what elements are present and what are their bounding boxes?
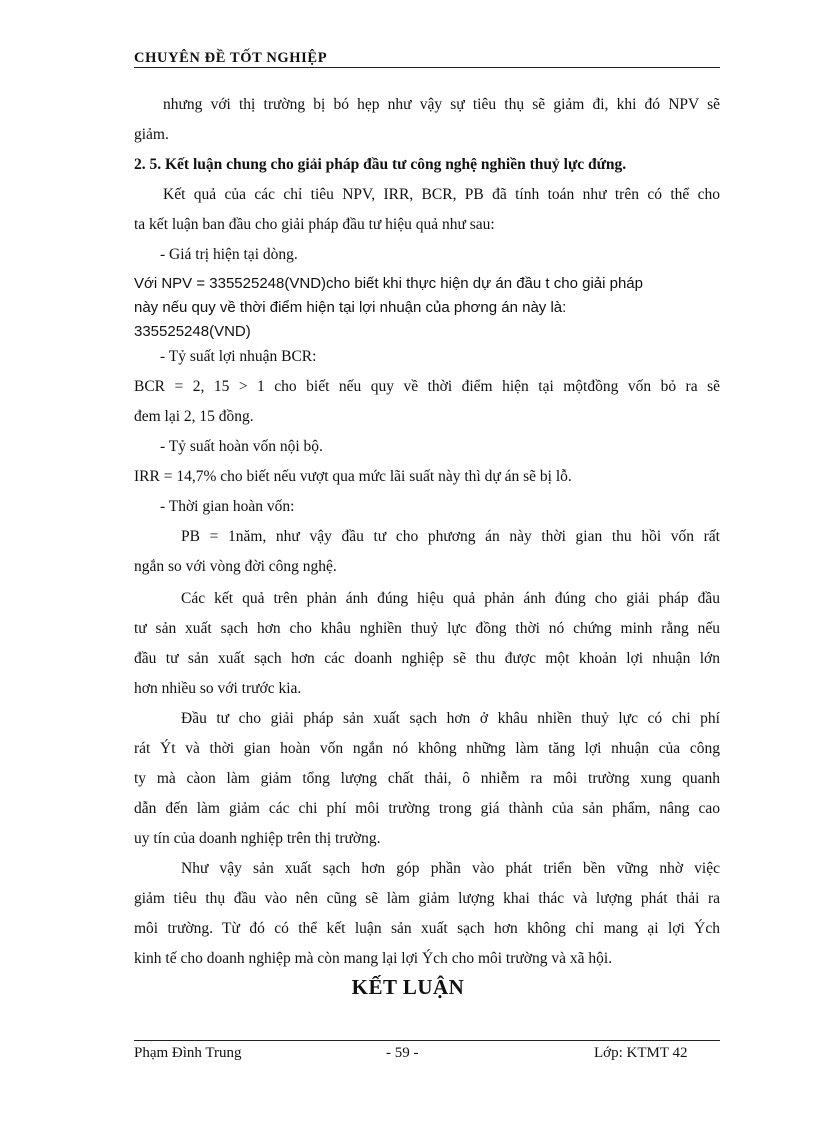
text-line: 335525248(VND) (134, 323, 251, 340)
text-line: ta kết luận ban đầu cho giải pháp đầu tư hiệu quả như sau: (134, 216, 495, 233)
text-line: ty mà càon làm giảm tổng lượng chất thải, ô nhiễm ra môi trường xung quanh (134, 770, 720, 787)
text-line: BCR = 2, 15 > 1 cho biết nếu quy về thời điểm hiện tại mộtđồng vốn bỏ ra sẽ (134, 378, 720, 395)
text-line: PB = 1năm, như vậy đầu tư cho phương án này thời gian thu hồi vốn rất (181, 528, 720, 545)
text-line: môi trường. Từ đó có thể kết luận sản xuất sạch hơn không chỉ mang ại lợi Ých (134, 920, 720, 937)
text-line: đầu tư sản xuất sạch hơn các doanh nghiệp sẽ thu được một khoản lợi nhuận lớn (134, 650, 720, 667)
text-line: ngắn so với vòng đời công nghệ. (134, 558, 337, 575)
text-line: Các kết quả trên phản ánh đúng hiệu quả phản ánh đúng cho giải pháp đầu (181, 590, 720, 607)
text-line: kinh tế cho doanh nghiệp mà còn mang lại lợi Ých cho môi trường và xã hội. (134, 950, 613, 967)
text-line: uy tín của doanh nghiệp trên thị trường. (134, 830, 381, 847)
text-line: IRR = 14,7% cho biết nếu vượt qua mức lãi suất này thì dự án sẽ bị lỗ. (134, 468, 572, 485)
footer-page-number: - 59 - (386, 1045, 419, 1061)
bullet-item: - Thời gian hoàn vốn: (160, 498, 295, 515)
text-line: giảm. (134, 126, 169, 143)
text-line: đem lại 2, 15 đồng. (134, 408, 254, 425)
text-line: giảm tiêu thụ đầu vào nên cũng sẽ làm giảm lượng khai thác và lượng phát thải ra (134, 890, 720, 907)
page-header-title: CHUYÊN ĐỀ TỐT NGHIỆP (134, 46, 720, 68)
footer-class: Lớp: KTMT 42 (594, 1045, 688, 1061)
text-line: dẫn đến làm giảm các chi phí môi trường trong giá thành của sản phẩm, nâng cao (134, 800, 720, 817)
text-line: nhưng với thị trường bị bó hẹp như vậy sự tiêu thụ sẽ giảm đi, khi đó NPV sẽ (163, 96, 720, 113)
bullet-item: - Tỷ suất lợi nhuận BCR: (160, 348, 317, 365)
text-line: Với NPV = 335525248(VND)cho biết khi thực hiện dự án đầu t cho giải pháp (134, 275, 643, 292)
bullet-item: - Giá trị hiện tại dòng. (160, 246, 298, 263)
text-line: rát Ýt và thời gian hoàn vốn ngắn nó không những làm tăng lợi nhuận của công (134, 740, 720, 757)
text-line: Đầu tư cho giải pháp sản xuất sạch hơn ở khâu nhiền thuỷ lực có chi phí (181, 710, 720, 727)
text-line: hơn nhiều so với trước kia. (134, 680, 302, 697)
text-line: Kết quả của các chỉ tiêu NPV, IRR, BCR, PB đã tính toán như trên có thể cho (163, 186, 720, 203)
text-line: này nếu quy về thời điểm hiện tại lợi nhuận của phơng án này là: (134, 299, 567, 316)
text-line: tư sản xuất sạch hơn cho khâu nghiền thuỷ lực đồng thời nó chứng minh rằng nếu (134, 620, 720, 637)
bullet-item: - Tỷ suất hoàn vốn nội bộ. (160, 438, 323, 455)
text-line: Như vậy sản xuất sạch hơn góp phần vào phát triển bền vững nhờ việc (181, 860, 720, 877)
footer-author: Phạm Đình Trung (134, 1045, 242, 1061)
section-heading: 2. 5. Kết luận chung cho giải pháp đầu tư công nghệ nghiền thuỷ lực đứng. (134, 156, 627, 173)
footer-divider (134, 1040, 720, 1041)
conclusion-heading: KẾT LUẬN (351, 975, 465, 999)
